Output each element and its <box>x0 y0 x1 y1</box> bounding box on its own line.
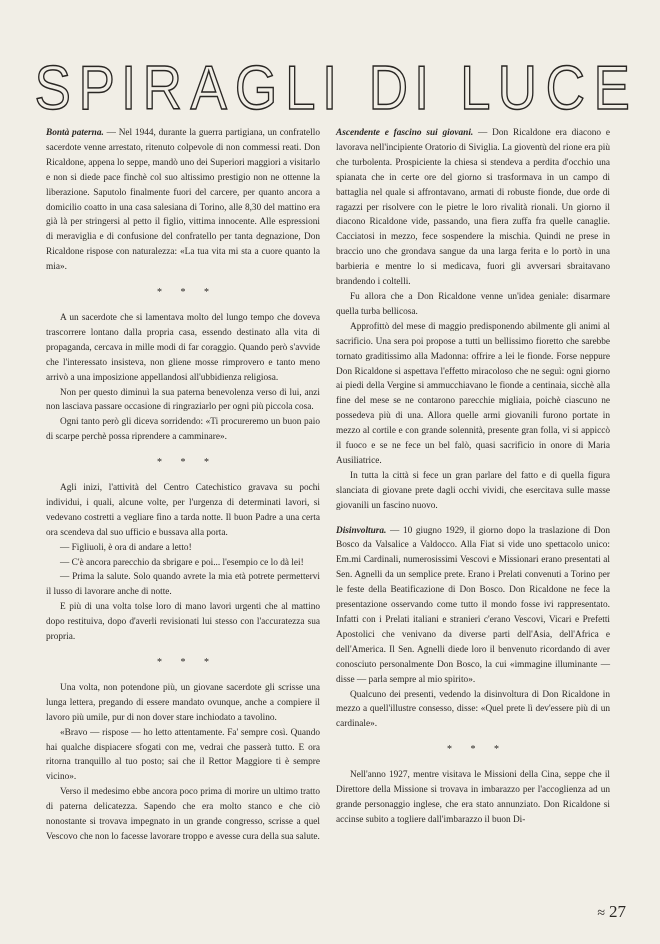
separator: * * * <box>157 657 217 668</box>
section-title: Ascendente e fascino sui giovani. <box>336 128 474 138</box>
section-text: — 10 giugno 1929, il giorno dopo la traslazione di Don Bosco da Valsalice a Valdocco. Alla Fiat si vide uno spettacolo unico: Em.mi Cardinali, numerosissimi Vescovi e Missionari erano presentati al Sen. Agnelli da un semplice prete. Erano i Prelati convenuti a Torino per le feste della Beatificazione di Don Bosco. Don Ricaldone ne fece la presentazione osservando come tutto il mondo fosse ivi rappresentato. Infatti con i Prelati italiani e stranieri c'erano Vescovi, Vicari e Prefetti Apostolici che venivano da diverse parti dell'Asia, dell'Africa e dell'America. Il Sen. Agnelli diede loro il benvenuto ricordando di aver conosciuto personalmente Don Bosco, la cui «immagine illuminante — disse — parla sempre al mio spirito». <box>336 525 610 685</box>
section-text: — Nel 1944, durante la guerra partigiana, un confratello sacerdote venne arrestato, ritenuto colpevole di non commessi reati. Don Ricaldone, appena lo seppe, mandò uno dei Superiori maggiori a visitarlo e non si diede pace finchè col suo altissimo prestigio non ne ottenne la liberazione. Saputolo finalmente fuori del carcere, per quanto ancora a domicilio coatto in una casa salesiana di Torino, alle 8,30 del mattino era già là per stringersi al petto il figlio, vittima innocente. Alle espressioni di meraviglia e di confusione del confratello per tanta degnazione, Don Ricaldone rispose con naturalezza: «La tua vita mi sta a cuore quanto la mia». <box>46 128 321 273</box>
paragraph <box>336 126 610 290</box>
section-text: — Don Ricaldone era diacono e lavorava nell'incipiente Oratorio di Siviglia. La gioventù del rione era più che turbolenta. Prospiciente la chiesa si stendeva a perdita d'occhio una spianata che in certe ore del giorno si trasformava in un campo di battaglia nel quale si affrontavano, armati di robuste fionde, due orde di ragazzi per risolvere con le pietre le loro rivalità rionali. Un giorno il diacono Ricaldone vide, passando, una fiera zuffa fra quelle canaglie. Cacciatosi in mezzo, fece sospendere la mischia. Quindi ne prese in braccio uno che grondava sangue da una larga ferita e lo portò in una barbieria e mentre lo si medicava, fuori gli avversari sbraitavano brandendo i coltelli. <box>336 128 610 288</box>
title-letter: L <box>460 54 491 123</box>
paragraph: Verso il medesimo ebbe ancora poco prima di morire un ultimo tratto di paterna delicatezza. Sapendo che era molto stanco e che ciò nonostante si trovava impegnato in un grande congresso, scrisse a quel Vescovo che non lo facesse lavorare troppo e avesse cura della sua salute. <box>46 787 320 842</box>
paragraph: — C'è ancora parecchio da sbrigare e poi... l'esempio ce lo dà lei! <box>60 557 304 568</box>
left-column <box>46 126 320 845</box>
separator: * * * <box>447 744 507 756</box>
title-letter: I <box>414 54 430 123</box>
title-letter: I <box>321 54 337 123</box>
title-letter: R <box>143 54 183 123</box>
separator: * * * <box>157 457 217 469</box>
title-letter: L <box>285 54 316 123</box>
paragraph: In tutta la città si fece un gran parlare del fatto e di quella figura slanciata di giovane prete dagli occhi vividi, che esercitava sulle masse giovanili un fascino nuovo. <box>336 470 610 511</box>
paragraph: Una volta, non potendone più, un giovane sacerdote gli scrisse una lunga lettera, pregando di essere mandato ovunque, anche a compiere il lavoro più umile, pur di non dover stare inchiodato a tavolino. <box>46 682 320 723</box>
title-letter: C <box>545 54 586 123</box>
section-title: Disinvoltura. <box>336 525 387 536</box>
paragraph: Non per questo diminuì la sua paterna benevolenza verso di lui, anzi non lasciava passare occasione di ringraziarlo per ogni più piccola cosa. <box>46 387 320 413</box>
paragraph <box>46 126 320 275</box>
paragraph: Ogni tanto però gli diceva sorridendo: «Ti procureremo un buon paio di scarpe perchè possa riprendere a camminare». <box>46 417 320 443</box>
title-letter: D <box>368 54 408 123</box>
title-letter: I <box>121 54 137 123</box>
paragraph: A un sacerdote che si lamentava molto del lungo tempo che doveva trascorrere lontano dalla propria casa, essendo destinato alla vita di propaganda, cercava in mille modi di far coraggio. Quando però s'avvide che l'interessato insisteva, non gliene mosse rimprovero e tanto meno arrivò a una imposizione appellandosi all'ubbidienza religiosa. <box>46 312 320 383</box>
page-number <box>597 902 626 922</box>
paragraph: Approfittò del mese di maggio predisponendo abilmente gli animi al sacrificio. Una sera poi propose a tutti un bellissimo fioretto che sarebbe tornato graditissimo alla Madonna: offrire a lei le fionde. Forse neppure Don Ricaldone si aspettava l'effetto miracoloso che ne seguì: ogni giorno ai piedi della Vergine si ammucchiavano le fionde a centinaia, sicchè alla fine del mese se ne contarono parecchie migliaia, poichè ciascuno ne possedeva più di una. Allora quelle armi giovanili furono portate in mezzo al cortile e con grande solennità, presente gran folla, vi si appiccò il fuoco e se ne fece un bel falò, quasi sacrificio in onore di Maria Ausiliatrice. <box>336 321 610 466</box>
title-letter: E <box>593 54 630 123</box>
paragraph: «Bravo — rispose — ho letto attentamente. Fa' sempre così. Quando hai qualche dispiacere sfogati con me, vedrai che passerà tutto. E ora ritorna tranquillo al tuo posto; sai che il Rettor Maggiore ti è sempre vicino». <box>46 727 320 783</box>
title-letter: A <box>190 54 227 123</box>
title-letter: U <box>497 54 538 123</box>
paragraph: Qualcuno dei presenti, vedendo la disinvoltura di Don Ricaldone in mezzo a quell'illustre consesso, disse: «Quel prete lì dev'essere più di un cardinale». <box>336 689 610 730</box>
title-letter: S <box>34 54 71 123</box>
title-letter: P <box>78 54 116 123</box>
paragraph: Fu allora che a Don Ricaldone venne un'idea geniale: disarmare quella turba bellicosa. <box>336 291 610 317</box>
section-title: Bontà paterna. <box>46 128 104 138</box>
paragraph: E più di una volta tolse loro di mano lavori urgenti che al mattino dopo restituiva, dopo d'averli revisionati lui stesso con l'accuratezza sua propria. <box>46 602 320 643</box>
paragraph: Nell'anno 1927, mentre visitava le Missioni della Cina, seppe che il Direttore della Missione si trovava in imbarazzo per l'accoglienza ad un grande personaggio inglese, che era stato annunziato. Don Ricaldone si accinse subito a togliere dall'imbarazzo il buon Di- <box>336 770 610 825</box>
paragraph: Agli inizi, l'attività del Centro Catechistico gravava su pochi individui, i quali, alcune volte, per l'urgenza di determinati lavori, si vedevano costretti a vegliare fino a tarda notte. Il buon Padre a una certa ora scendeva dal suo ufficio e bussava alla porta. <box>46 483 320 538</box>
separator: * * * <box>157 287 217 299</box>
page-number-value: 27 <box>609 902 626 921</box>
wave-ornament: ≈ <box>597 906 605 921</box>
title-letter: G <box>235 54 278 123</box>
paragraph: — Prima la salute. Solo quando avrete la mia età potrete permettervi il lusso di lavorare anche di notte. <box>46 572 320 598</box>
right-column <box>336 126 610 828</box>
paragraph: — Figliuoli, è ora di andare a letto! <box>60 542 192 553</box>
page-title <box>32 50 632 128</box>
paragraph <box>336 524 610 688</box>
